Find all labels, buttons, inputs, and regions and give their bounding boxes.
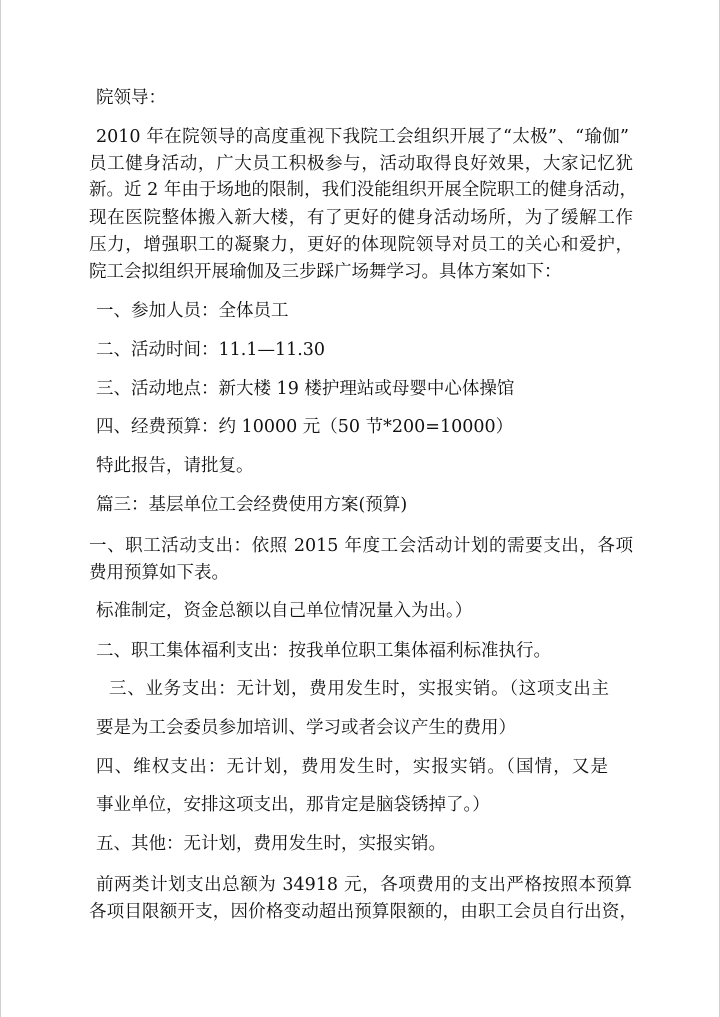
list-item: 二、职工集体福利支出：按我单位职工集体福利标准执行。 (96, 641, 551, 661)
paragraph-line: 一、职工活动支出：依照 2015 年度工会活动计划的需要支出，各项 (89, 536, 633, 556)
list-item: 四、维权支出：无计划，费用发生时，实报实销。（国情，又是 (96, 757, 608, 777)
paragraph-line: 现在医院整体搬入新大楼，有了更好的健身活动场所，为了缓解工作 (89, 208, 633, 228)
paragraph-line: 前两类计划支出总额为 34918 元，各项费用的支出严格按照本预算 (96, 875, 632, 895)
paragraph-line: 新。近 2 年由于场地的限制，我们没能组织开展全院职工的健身活动， (89, 180, 637, 200)
section-heading: 篇三：基层单位工会经费使用方案(预算) (96, 495, 408, 515)
list-item: 五、其他：无计划，费用发生时，实报实销。 (96, 834, 446, 854)
closing-line: 特此报告，请批复。 (96, 456, 254, 476)
salutation: 院领导： (96, 88, 166, 108)
list-item: 三、活动地点：新大楼 19 楼护理站或母婴中心体操馆 (96, 379, 515, 399)
list-item: 四、经费预算：约 10000 元（50 节*200=10000） (96, 417, 514, 437)
paragraph-line: 标准制定，资金总额以自己单位情况量入为出。） (96, 601, 473, 621)
paragraph-line: 各项目限额开支，因价格变动超出预算限额的，由职工会员自行出资， (89, 902, 637, 922)
list-item: 一、参加人员：全体员工 (96, 301, 289, 321)
paragraph-line: 要是为工会委员参加培训、学习或者会议产生的费用） (96, 718, 516, 738)
paragraph-line: 2010 年在院领导的高度重视下我院工会组织开展了“太极”、“瑜伽” (96, 127, 629, 147)
list-item: 三、业务支出：无计划，费用发生时，实报实销。（这项支出主 (109, 679, 609, 699)
paragraph-line: 事业单位，安排这项支出，那肯定是脑袋锈掉了。） (96, 795, 490, 815)
list-item: 二、活动时间：11.1—11.30 (96, 340, 326, 360)
paragraph-line: 压力，增强职工的凝聚力，更好的体现院领导对员工的关心和爱护， (89, 235, 633, 255)
paragraph-line: 院工会拟组织开展瑜伽及三步踩广场舞学习。具体方案如下： (89, 262, 562, 282)
paragraph-line: 员工健身活动，广大员工积极参与，活动取得良好效果，大家记忆犹 (89, 154, 633, 174)
paragraph-line: 费用预算如下表。 (89, 563, 229, 583)
